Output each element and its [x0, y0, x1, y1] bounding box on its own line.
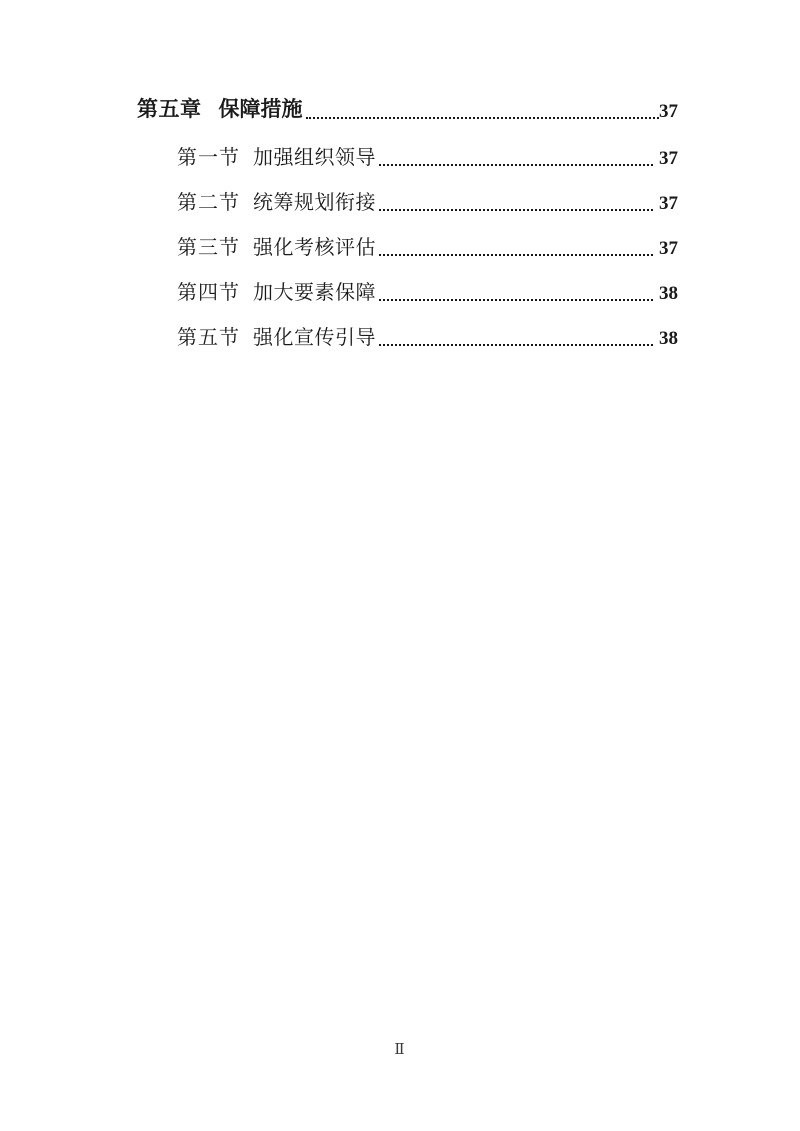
dot-leader	[306, 117, 660, 119]
section-page-number: 37	[659, 193, 678, 214]
section-title: 加大要素保障	[253, 282, 376, 304]
section-label: 第三节	[177, 237, 240, 259]
section-title: 强化考核评估	[253, 237, 376, 259]
dot-leader	[379, 254, 653, 256]
toc-section-entry	[137, 328, 678, 350]
section-title: 强化宣传引导	[253, 327, 376, 349]
dot-leader	[379, 164, 653, 166]
section-title: 加强组织领导	[253, 147, 376, 169]
section-title: 统筹规划衔接	[253, 192, 376, 214]
chapter-page-number: 37	[659, 101, 678, 122]
section-page-number: 38	[659, 328, 678, 349]
dot-leader	[379, 209, 653, 211]
table-of-contents	[137, 97, 678, 373]
dot-leader	[379, 344, 653, 346]
toc-section-entry	[137, 193, 678, 215]
chapter-title: 保障措施	[218, 97, 303, 121]
footer-page-number: Ⅱ	[394, 1042, 406, 1058]
dot-leader	[379, 299, 653, 301]
section-label: 第二节	[177, 192, 240, 214]
chapter-label: 第五章	[137, 97, 202, 121]
section-label: 第一节	[177, 147, 240, 169]
toc-section-entry	[137, 148, 678, 170]
section-label: 第五节	[177, 327, 240, 349]
section-page-number: 38	[659, 283, 678, 304]
toc-chapter-entry	[137, 97, 678, 123]
toc-section-entry	[137, 283, 678, 305]
section-page-number: 37	[659, 238, 678, 259]
toc-section-entry	[137, 238, 678, 260]
section-label: 第四节	[177, 282, 240, 304]
section-page-number: 37	[659, 148, 678, 169]
